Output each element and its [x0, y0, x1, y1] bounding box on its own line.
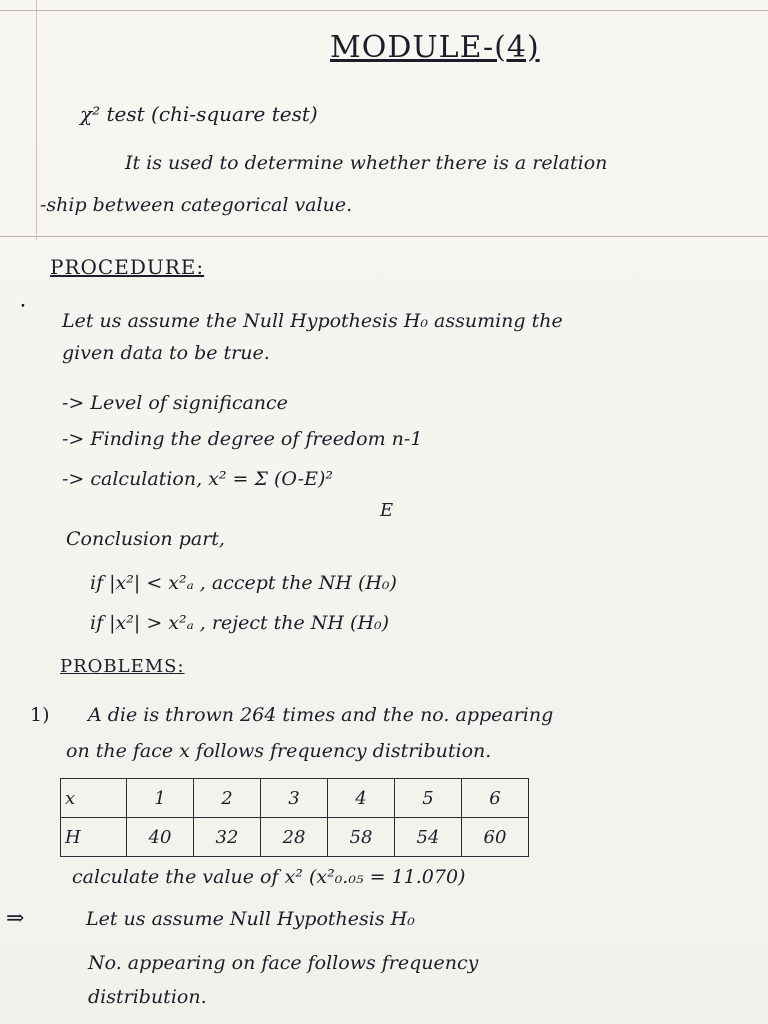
problems-heading: PROBLEMS:	[60, 656, 185, 677]
table-cell: 58	[328, 818, 395, 857]
problem-number: 1)	[30, 704, 50, 726]
table-cell: 3	[261, 779, 328, 818]
table-cell: 28	[261, 818, 328, 857]
step-degree-of-freedom: -> Finding the degree of freedom n-1	[62, 428, 423, 450]
problem-line-1: A die is thrown 264 times and the no. appearing	[88, 704, 554, 726]
table-cell: 6	[462, 779, 529, 818]
bullet-mark: ⸱	[20, 294, 26, 319]
frequency-table	[60, 778, 529, 857]
procedure-heading: PROCEDURE:	[50, 255, 205, 279]
step-calculation: -> calculation, x² = Σ (O-E)²	[62, 468, 333, 490]
answer-line-3: distribution.	[88, 986, 207, 1008]
calc-instruction: calculate the value of x² (x²₀.₀₅ = 11.070)	[72, 866, 466, 888]
table-cell: x	[61, 779, 127, 818]
table-cell: 54	[395, 818, 462, 857]
condition-accept: if |x²| < x²ₐ , accept the NH (H₀)	[90, 572, 397, 594]
formula-denominator: E	[380, 500, 394, 521]
table-row	[61, 779, 529, 818]
procedure-line-2: given data to be true.	[62, 342, 270, 364]
table-cell: H	[61, 818, 127, 857]
answer-line-1: Let us assume Null Hypothesis H₀	[86, 908, 415, 930]
condition-reject: if |x²| > x²ₐ , reject the NH (H₀)	[90, 612, 390, 634]
table-cell: 40	[127, 818, 194, 857]
conclusion-heading: Conclusion part,	[66, 528, 225, 550]
step-level-of-significance: -> Level of significance	[62, 392, 288, 414]
topic-heading: χ² test (chi-square test)	[80, 102, 318, 126]
table-row	[61, 818, 529, 857]
answer-line-2: No. appearing on face follows frequency	[88, 952, 479, 974]
problem-line-2: on the face x follows frequency distribution.	[66, 740, 492, 762]
table-cell: 5	[395, 779, 462, 818]
answer-arrow-icon: ⇒	[6, 906, 25, 931]
procedure-line-1: Let us assume the Null Hypothesis H₀ assuming the	[62, 310, 563, 332]
table-cell: 1	[127, 779, 194, 818]
table-cell: 32	[194, 818, 261, 857]
ruled-line	[0, 236, 768, 237]
table-cell: 2	[194, 779, 261, 818]
ruled-line	[0, 10, 768, 11]
page-title: MODULE-(4)	[330, 30, 540, 65]
intro-line-2: -ship between categorical value.	[40, 194, 353, 216]
intro-line-1: It is used to determine whether there is a relation	[125, 152, 608, 174]
margin-line	[36, 0, 37, 240]
table-cell: 4	[328, 779, 395, 818]
table-cell: 60	[462, 818, 529, 857]
